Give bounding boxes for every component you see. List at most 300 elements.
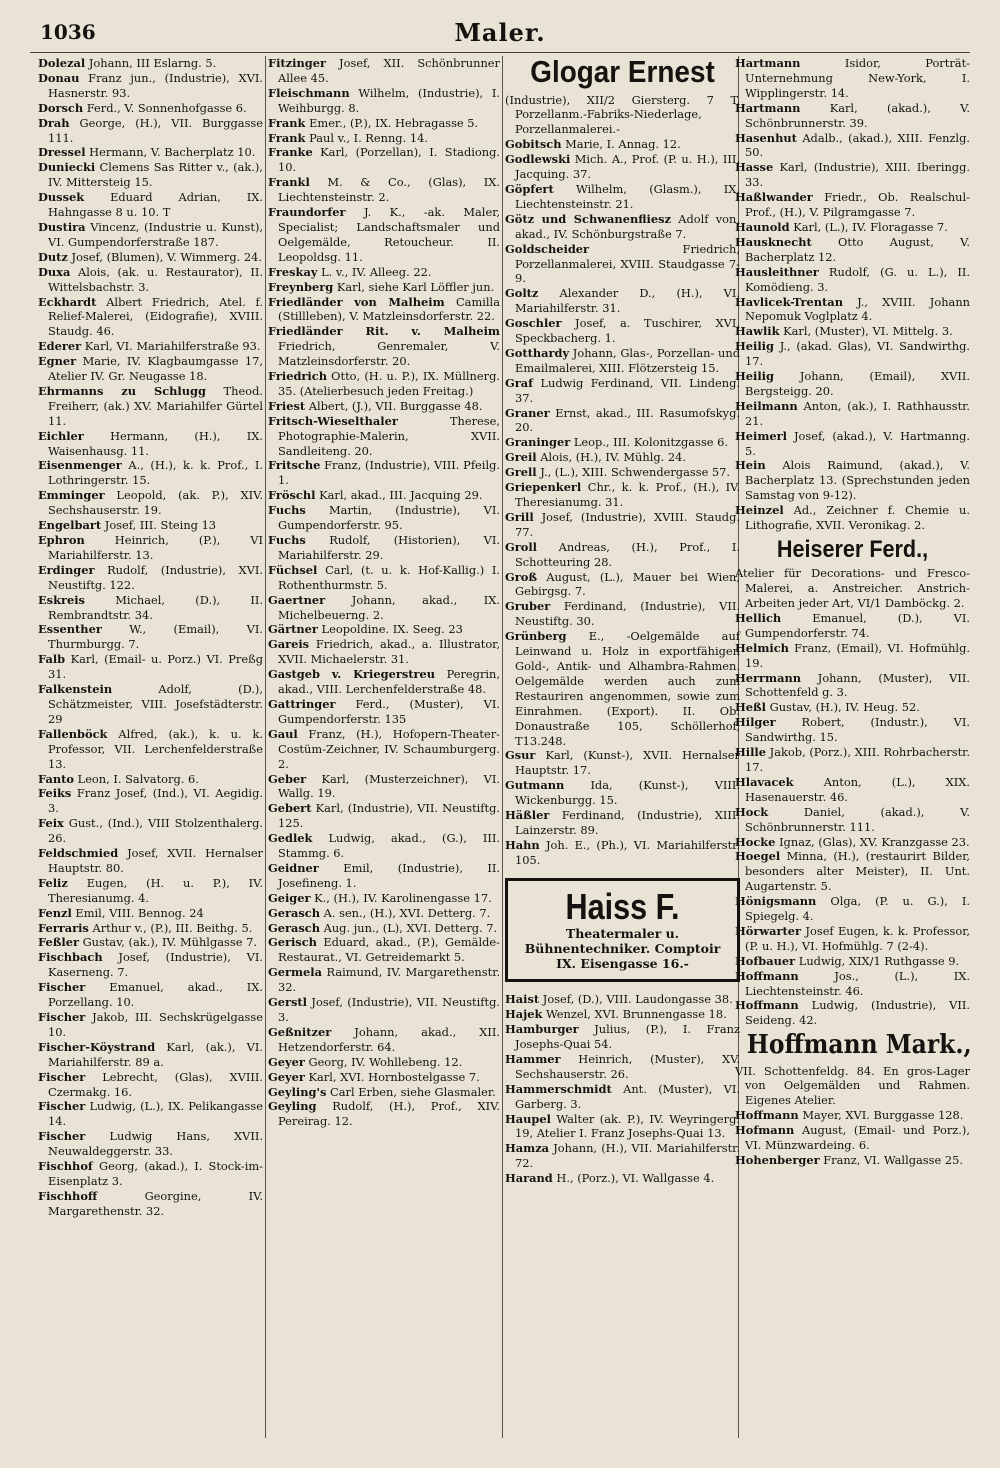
entry-details: Ad., Zeichner f. Chemie u. Lithografie, XVII. Veronikag. 2.: [745, 503, 970, 533]
entry-details: Joh. E., (Ph.), VI. Mariahilferstr. 105.: [515, 837, 740, 867]
entry-name: Ehrmanns zu Schlugg: [38, 383, 206, 398]
entry-details: Jakob, (Porz.), XIII. Rohrbacherstr. 17.: [745, 745, 970, 774]
entry-details: Rudolf, (G. u. L.), II. Komödieng. 3.: [745, 264, 970, 294]
entry-name: Hilger: [735, 715, 776, 730]
entry-details: Josef, a. Tuschirer, XVI. Speckbacherg. 1.: [515, 316, 741, 346]
entry-details: Karl, (Porzellan), I. Stadiong. 10.: [278, 145, 501, 175]
directory-entry: [38, 71, 263, 101]
directory-entry: [505, 376, 740, 406]
directory-entry: [735, 235, 970, 265]
entry-name: Heinzel: [735, 503, 784, 518]
directory-entry: [268, 86, 500, 116]
entry-name: Haist: [505, 992, 540, 1007]
advertisement-text: Theatermaler u. Bühnentechniker. Comptoir IX. Eisengasse 16.-: [524, 926, 721, 972]
directory-entry: [735, 101, 970, 131]
entry-details: Wilhelm, (Industrie), I. Weihburgg. 8.: [278, 85, 500, 115]
entry-name: Eskreis: [38, 592, 85, 607]
directory-entry: [268, 727, 500, 772]
entry-name: Groß: [505, 569, 537, 584]
entry-name: Hajek: [505, 1007, 543, 1022]
entry-details: Johann, Glas-, Porzellan- und Emailmalerei, XIII. Flötzersteig 15.: [515, 345, 740, 375]
entry-name: Emminger: [38, 488, 105, 503]
directory-entry: [505, 570, 740, 600]
entry-details: Josef, (Industrie), XVIII. Staudg. 77.: [515, 509, 740, 539]
entry-name: Grill: [505, 509, 534, 524]
directory-entry: [735, 835, 970, 850]
entry-name: Hofbauer: [735, 953, 796, 968]
entry-name: Göpfert: [505, 181, 554, 196]
entry-details: Ludwig, (Industrie), VII. Seideng. 42.: [745, 998, 970, 1028]
entry-details: Mayer, XVI. Burggasse 128.: [802, 1108, 964, 1123]
entry-details: Emil, VIII. Bennog. 24: [75, 905, 204, 920]
entry-details: Walter (ak. P.), IV. Weyringerg. 19, Atelier I. Franz Josephs-Quai 13.: [515, 1111, 740, 1141]
directory-entry: [735, 745, 970, 775]
entry-details: Lebrecht, (Glas), XVIII. Czermakg. 16.: [48, 1069, 263, 1099]
entry-details: Rudolf, (Industrie), XVI. Neustiftg. 122.: [48, 562, 264, 592]
entry-details: Friedr., Ob. Realschul-Prof., (H.), V. Pilgramgasse 7.: [745, 190, 971, 220]
entry-details: H., (Porz.), VI. Wallgasse 4.: [556, 1171, 715, 1186]
entry-details: E., -Oelgemälde auf Leinwand u. Holz in exportfähigen Gold-, Antik- und Alhambra-Rahmen. Oelgemälde werden auch zum Restauriren angenommen, sowie zum Einrahmen. (Export). II. Ob. Donaustraße 105, Schöllerhof, T13.248.: [515, 629, 740, 748]
entry-details: Martin, (Industrie), VI. Gumpendorferstr. 95.: [278, 503, 501, 533]
entry-name: Geyling: [268, 1099, 317, 1114]
entry-details: Hermann, (H.), IX. Waisenhausg. 11.: [48, 428, 263, 458]
entry-details: Peregrin, akad., VIII. Lerchenfelderstraße 48.: [278, 667, 500, 697]
directory-entry: [505, 1022, 740, 1052]
directory-entry: [505, 599, 740, 629]
entry-details: Karl, (Industrie), XIII. Iberingg. 33.: [745, 160, 971, 190]
directory-entry: [735, 295, 970, 325]
entry-name: Fritsch-Wieselthaler: [268, 413, 398, 428]
entry-details: Franz jun., (Industrie), XVI. Hasnerstr. 93.: [48, 70, 263, 100]
entry-details: Franz, VI. Wallgasse 25.: [823, 1153, 963, 1168]
directory-entry: [268, 995, 500, 1025]
entry-details: Ida, (Kunst-), VIII. Wickenburgg. 15.: [515, 778, 740, 808]
directory-entry: [268, 622, 500, 637]
entry-name: Feiks: [38, 786, 72, 801]
entry-name: Dustira: [38, 219, 86, 234]
entry-details: Raimund, IV. Margarethenstr. 32.: [278, 965, 501, 995]
entry-details: Atelier für Decorations- und Fresco-Malerei, a. Anstreicher. Anstrich-Arbeiten jeder Art, VI/1 Damböckg. 2.: [735, 566, 970, 610]
directory-entry: [735, 969, 970, 999]
directory-entry: [38, 488, 263, 518]
entry-details: Karl, (Email- u. Porz.) VI. Preßg 31.: [48, 652, 263, 682]
entry-name: Gareis: [268, 637, 310, 652]
entry-details: Karl, (Industrie), VII. Neustiftg. 125.: [278, 801, 500, 831]
directory-entry: [268, 280, 500, 295]
directory-entry: [38, 458, 263, 488]
directory-entry: [505, 435, 740, 450]
entry-details: Wenzel, XVI. Brunnengasse 18.: [546, 1007, 727, 1022]
entry-details: Alexander D., (H.), VI. Mariahilferstr. 31.: [515, 286, 740, 316]
entry-name: Geiger: [268, 890, 311, 905]
directory-entry: [735, 324, 970, 339]
directory-entry: [735, 220, 970, 235]
column-2: [268, 56, 500, 1129]
entry-name: Geyer: [268, 1054, 305, 1069]
entry-name: Gastgeb v. Kriegerstreu: [268, 667, 436, 682]
directory-entry: [505, 1007, 740, 1022]
entry-name: Dutz: [38, 249, 68, 264]
entry-name: Götz und Schwanenfliesz: [505, 211, 671, 226]
directory-entry: [38, 652, 263, 682]
directory-entry: [38, 1189, 263, 1219]
entry-details: Anton, (L.), XIX. Hasenauerstr. 46.: [745, 774, 970, 804]
entry-name: Fleischmann: [268, 85, 350, 100]
entry-name: Gattringer: [268, 696, 336, 711]
directory-entry: [268, 1025, 500, 1055]
entry-name: Godlewski: [505, 152, 571, 167]
entry-details: Emanuel, (D.), VI. Gumpendorferstr. 74.: [745, 610, 970, 640]
entry-name: Frank: [268, 130, 306, 145]
entry-details: Mich. A., Prof. (P. u. H.), III. Jacquing. 37.: [515, 152, 740, 182]
entry-name: Haßlwander: [735, 190, 813, 205]
directory-entry: [268, 265, 500, 280]
directory-entry: [38, 533, 263, 563]
directory-entry: [735, 190, 970, 220]
entry-details: Karl, XVI. Hornbostelgasse 7.: [308, 1069, 480, 1084]
entry-name: Dussek: [38, 190, 85, 205]
directory-entry: [505, 992, 740, 1007]
entry-details: Rudolf, (Historien), VI. Mariahilferstr. 29.: [278, 533, 500, 562]
entry-name: Graninger: [505, 435, 571, 450]
entry-details: Ludwig Ferdinand, VII. Lindeng. 37.: [515, 375, 741, 405]
entry-details: J., (akad. Glas), VI. Sandwirthg. 17.: [745, 339, 970, 369]
entry-name: Feliz: [38, 875, 68, 890]
entry-details: Johann, akad., IX. Michelbeuerng. 2.: [278, 592, 500, 622]
advertisement-title: Haiss F.: [565, 885, 680, 927]
entry-details: Josef, (D.), VIII. Laudongasse 38.: [542, 992, 733, 1007]
entry-details: Chr., k. k. Prof., (H.), IV. Theresianumg. 31.: [515, 480, 740, 510]
directory-entry: [505, 1171, 740, 1186]
entry-name: Fischer-Köystrand: [38, 1039, 156, 1054]
entry-details: Karl, (akad.), V. Schönbrunnerstr. 39.: [745, 100, 970, 130]
directory-entry: [268, 399, 500, 414]
entry-name: Hein: [735, 458, 766, 473]
entry-name: Dorsch: [38, 100, 84, 115]
directory-entry: [505, 629, 740, 748]
entry-name: Hönigsmann: [735, 894, 817, 909]
entry-details: Ludwig Hans, XVII. Neuwaldeggerstr. 33.: [48, 1129, 264, 1159]
directory-entry: [735, 924, 970, 954]
entry-name: Fuchs: [268, 503, 306, 518]
directory-entry: [735, 1123, 970, 1153]
entry-name: Donau: [38, 70, 80, 85]
entry-details: Alois Raimund, (akad.), V. Bacherplatz 13. (Sprechstunden jeden Samstag von 9-12).: [745, 458, 970, 503]
entry-name: Füchsel: [268, 562, 318, 577]
directory-entry: [735, 131, 970, 161]
entry-details: Carl, (t. u. k. Hof-Kallig.) I. Rothenthurmstr. 5.: [278, 562, 500, 592]
entry-name: Helmich: [735, 640, 789, 655]
entry-name: Hamburger: [505, 1022, 579, 1037]
entry-name: Fanto: [38, 771, 74, 786]
entry-name: Graf: [505, 375, 534, 390]
entry-details: Karl, VI. Mariahilferstraße 93.: [84, 339, 261, 354]
entry-name: Gärtner: [268, 622, 318, 637]
entry-name: Goschler: [505, 316, 562, 331]
entry-details: Camilla (Stillleben), V. Matzleinsdorferstr. 22.: [278, 294, 500, 324]
directory-entry: [38, 786, 263, 816]
directory-entry: [38, 921, 263, 936]
directory-entry: [268, 667, 500, 697]
entry-details: Josef, (Industrie), VI. Kaserneng. 7.: [48, 950, 263, 980]
entry-details: A., (H.), k. k. Prof., I. Lothringerstr. 15.: [48, 458, 263, 488]
directory-entry: [268, 697, 500, 727]
entry-name: Geber: [268, 771, 307, 786]
directory-entry: [735, 1153, 970, 1168]
entry-details: Franz Josef, (Ind.), VI. Aegidig. 3.: [48, 786, 263, 816]
entry-name: Geßnitzer: [268, 1024, 332, 1039]
directory-entry: [268, 324, 500, 369]
entry-details: Eduard, akad., (P.), Gemälde-Restaurat., VI. Getreidemarkt 5.: [278, 935, 500, 965]
entry-name: Eisenmenger: [38, 458, 122, 473]
entry-details: Michael, (D.), II. Rembrandtstr. 34.: [48, 592, 263, 622]
directory-entry: [735, 954, 970, 969]
directory-entry: [735, 56, 970, 101]
entry-name: Hoffmann: [735, 998, 799, 1013]
directory-entry: [38, 1070, 263, 1100]
directory-entry: [505, 1112, 740, 1142]
entry-name: Hasse: [735, 160, 774, 175]
directory-entry: [505, 1052, 740, 1082]
entry-details: A. sen., (H.), XVI. Detterg. 7.: [323, 905, 491, 920]
entry-details: Georgine, IV. Margarethenstr. 32.: [48, 1188, 263, 1218]
directory-entry: [38, 1129, 263, 1159]
entry-details: Emer., (P.), IX. Hebragasse 5.: [309, 115, 479, 130]
entry-details: Heinrich, (Muster), XV. Sechshauserstr. 26.: [515, 1051, 740, 1081]
entry-name: Feldschmied: [38, 846, 119, 861]
directory-entry: [38, 876, 263, 906]
entry-name: Hartmann: [735, 56, 801, 70]
directory-entry: [38, 56, 263, 71]
entry-details: Emil, (Industrie), II. Josefineng. 1.: [278, 860, 501, 890]
directory-entry: [268, 1055, 500, 1070]
directory-entry: [505, 778, 740, 808]
entry-name: Geyling's: [268, 1084, 327, 1099]
entry-name: Harand: [505, 1171, 553, 1186]
entry-name: Fraundorfer: [268, 205, 346, 220]
entry-details: Otto August, V. Bacherplatz 12.: [745, 234, 971, 264]
entry-details: Heinrich, (P.), VI Mariahilferstr. 13.: [48, 533, 263, 562]
directory-entry: [505, 212, 740, 242]
entry-name: Haupel: [505, 1111, 551, 1126]
entry-details: Josef, (Blumen), V. Wimmerg. 24.: [71, 249, 262, 264]
directory-entry: [268, 593, 500, 623]
directory-entry: [268, 906, 500, 921]
entry-details: Ant. (Muster), VI. Garberg. 3.: [515, 1081, 741, 1111]
entry-details: Franz, (Email), VI. Hofmühlg. 19.: [745, 640, 970, 670]
entry-name: Friedländer Rit. v. Malheim: [268, 324, 500, 339]
entry-details: Arthur v., (P.), III. Beithg. 5.: [92, 920, 253, 935]
entry-name: Freynberg: [268, 279, 334, 294]
entry-details: Emanuel, akad., IX. Porzellang. 10.: [48, 980, 264, 1010]
entry-name: Hellich: [735, 610, 782, 625]
column-4: [735, 56, 970, 1168]
entry-name: Groll: [505, 539, 537, 554]
entry-details: Ludwig, XIX/1 Ruthgasse 9.: [798, 953, 960, 968]
directory-entry: [505, 480, 740, 510]
entry-details: Johann, akad., XII. Hetzendorferstr. 64.: [278, 1024, 500, 1054]
entry-details: Clemens Sas Ritter v., (ak.), IV. Mittersteig 15.: [48, 160, 263, 190]
entry-name: Fischer: [38, 1099, 86, 1114]
entry-name: Eckhardt: [38, 294, 97, 309]
entry-name: Fitzinger: [268, 56, 326, 70]
directory-entry: [505, 152, 740, 182]
entry-name: Ederer: [38, 339, 82, 354]
entry-name: Heilmann: [735, 398, 798, 413]
entry-name: Fuchs: [268, 533, 306, 547]
directory-entry: [38, 593, 263, 623]
entry-name: Geyer: [268, 1069, 305, 1084]
directory-entry: [735, 894, 970, 924]
entry-name: Fischer: [38, 980, 86, 995]
directory-entry: [268, 458, 500, 488]
entry-name: Hlavacek: [735, 774, 794, 789]
directory-entry: [735, 849, 970, 894]
directory-entry: [38, 622, 263, 652]
entry-name: Falkenstein: [38, 682, 113, 697]
entry-details: Georg, (akad.), I. Stock-im-Eisenplatz 3.: [48, 1159, 263, 1188]
entry-name: Hille: [735, 745, 766, 760]
entry-name: Greil: [505, 450, 537, 465]
directory-entry: [268, 861, 500, 891]
directory-entry: [505, 286, 740, 316]
entry-name: Graner: [505, 405, 550, 420]
entry-details: Aug. jun., (L), XVI. Detterg. 7.: [323, 920, 498, 935]
directory-entry: [38, 190, 263, 220]
entry-details: J. K., -ak. Maler, Specialist; Landschaftsmaler und Oelgemälde, Retoucheur. II. Leopoldsg. 11.: [278, 205, 501, 264]
entry-details: Karl, siehe Karl Löffler jun.: [336, 279, 495, 294]
entry-details: Jakob, III. Sechskrügelgasse 10.: [48, 1010, 263, 1039]
directory-entry: [38, 1040, 263, 1070]
entry-name: Dressel: [38, 145, 86, 160]
entry-name: Duniecki: [38, 160, 96, 175]
entry-name: Griepenkerl: [505, 480, 582, 495]
entry-name: Hocke: [735, 834, 776, 849]
directory-entry: [38, 1010, 263, 1040]
entry-details: Andreas, (H.), Prof., I. Schotteuring 28.: [515, 539, 740, 569]
entry-name: Fischer: [38, 1129, 86, 1144]
directory-entry: [505, 540, 740, 570]
entry-details: Johann, (Muster), VII. Schottenfeld g. 3.: [745, 670, 970, 700]
entry-name: Gotthardy: [505, 345, 570, 360]
entry-name: Ferraris: [38, 920, 89, 935]
entry-details: Ludwig, akad., (G.), III. Stammg. 6.: [278, 831, 500, 861]
entry-details: Minna, (H.), (restaurirt Bilder, besonders alter Meister), II. Unt. Augartenstr. 5.: [745, 849, 971, 894]
entry-details: Friedrich, Porzellanmalerei, XVIII. Staudgasse 7-9.: [515, 241, 740, 286]
entry-name: Fischer: [38, 1010, 86, 1024]
directory-entry: [268, 131, 500, 146]
entry-name: Friedrich: [268, 369, 327, 384]
entry-details: Wilhelm, (Glasm.), IX. Liechtensteinstr. 21.: [515, 181, 741, 211]
entry-name: Grünberg: [505, 629, 567, 644]
column-1: [38, 56, 263, 1219]
directory-entry: [735, 458, 970, 503]
entry-details: Vincenz, (Industrie u. Kunst), VI. Gumpendorferstraße 187.: [48, 219, 264, 249]
entry-details: Daniel, (akad.), V. Schönbrunnerstr. 111.: [745, 804, 970, 834]
directory-entry: [38, 384, 263, 429]
directory-entry: [735, 429, 970, 459]
entry-details: Adolf von, akad., IV. Schönburgstraße 7.: [515, 211, 740, 241]
entry-details: Alois, (ak. u. Restaurator), II. Wittelsbachstr. 3.: [48, 264, 263, 294]
entry-details: Leopold, (ak. P.), XIV. Sechshauserstr. 19.: [48, 488, 263, 518]
entry-name: Dolezal: [38, 56, 86, 70]
entry-name: Engelbart: [38, 518, 102, 533]
entry-name: Hausleithner: [735, 264, 819, 279]
directory-entry: [268, 965, 500, 995]
directory-entry: [505, 510, 740, 540]
directory-entry: [505, 316, 740, 346]
directory-entry: [735, 998, 970, 1028]
entry-name: Heilig: [735, 369, 774, 384]
directory-entry: [735, 805, 970, 835]
column-3: [505, 56, 740, 1186]
entry-details: Otto, (H. u. P.), IX. Müllnerg. 35. (Atelierbesuch jeden Freitag.): [278, 369, 500, 398]
entry-name: Fritsche: [268, 458, 321, 473]
directory-entry: [735, 339, 970, 369]
entry-details: Marie, I. Annag. 12.: [565, 137, 681, 152]
entry-details: Ferd., (Muster), VI. Gumpendorferstr. 135: [278, 696, 500, 726]
directory-entry: [268, 503, 500, 533]
entry-details: Friedrich, Genremaler, V. Matzleinsdorferstr. 20.: [278, 339, 500, 369]
entry-details: Josef, XII. Schönbrunner Allee 45.: [278, 56, 500, 85]
entry-name: Feßler: [38, 935, 79, 950]
directory-entry: [505, 465, 740, 480]
entry-name: Hammer: [505, 1051, 561, 1066]
directory-entry: [38, 682, 263, 727]
directory-entry: [38, 145, 263, 160]
entry-name: Havlicek-Trentan: [735, 294, 843, 309]
directory-entry: [505, 346, 740, 376]
entry-details: VII. Schottenfeldg. 84. En gros-Lager von Oelgemälden und Rahmen. Eigenes Atelier.: [735, 1063, 970, 1108]
directory-entry: [268, 295, 500, 325]
directory-entry: [38, 1159, 263, 1189]
directory-entry: [38, 160, 263, 190]
entry-name: Häßler: [505, 808, 550, 823]
directory-entry: [38, 101, 263, 116]
entry-details: August, (L.), Mauer bei Wien, Gebirgsg. 7.: [515, 569, 740, 599]
directory-entry: [505, 137, 740, 152]
directory-entry: [268, 1070, 500, 1085]
entry-name: Essenther: [38, 622, 102, 637]
directory-entry: [268, 56, 500, 86]
entry-name: Gaul: [268, 726, 298, 741]
entry-name: Eichler: [38, 428, 84, 443]
entry-name: Friest: [268, 398, 306, 413]
advertisement-heading: Glogar Ernest: [530, 54, 715, 89]
directory-entry: [268, 488, 500, 503]
entry-details: Josef, (akad.), V. Hartmanng. 5.: [745, 428, 970, 458]
page-number: 1036: [40, 20, 96, 44]
directory-entry: [735, 671, 970, 701]
entry-details: Ferdinand, (Industrie), VII. Neustiftg. 30.: [515, 599, 740, 629]
entry-details: Albert Friedrich, Atel. f. Relief-Malerei, (Eidografie), XVIII. Staudg. 46.: [48, 294, 263, 339]
entry-name: Gobitsch: [505, 137, 562, 152]
directory-entry: [38, 816, 263, 846]
directory-entry: [38, 116, 263, 146]
directory-entry: [505, 406, 740, 436]
entry-name: Franke: [268, 145, 313, 160]
advertisement-box: [505, 878, 740, 983]
entry-details: Josef, (Industrie), VII. Neustiftg. 3.: [278, 995, 500, 1024]
directory-entry: [505, 808, 740, 838]
entry-name: Fischer: [38, 1069, 86, 1084]
entry-details: Gustav, (H.), IV. Heug. 52.: [769, 700, 920, 715]
entry-name: Frank: [268, 115, 306, 130]
entry-name: Drah: [38, 115, 70, 130]
directory-entry: [268, 116, 500, 131]
entry-name: Grell: [505, 465, 537, 480]
directory-entry: [268, 175, 500, 205]
